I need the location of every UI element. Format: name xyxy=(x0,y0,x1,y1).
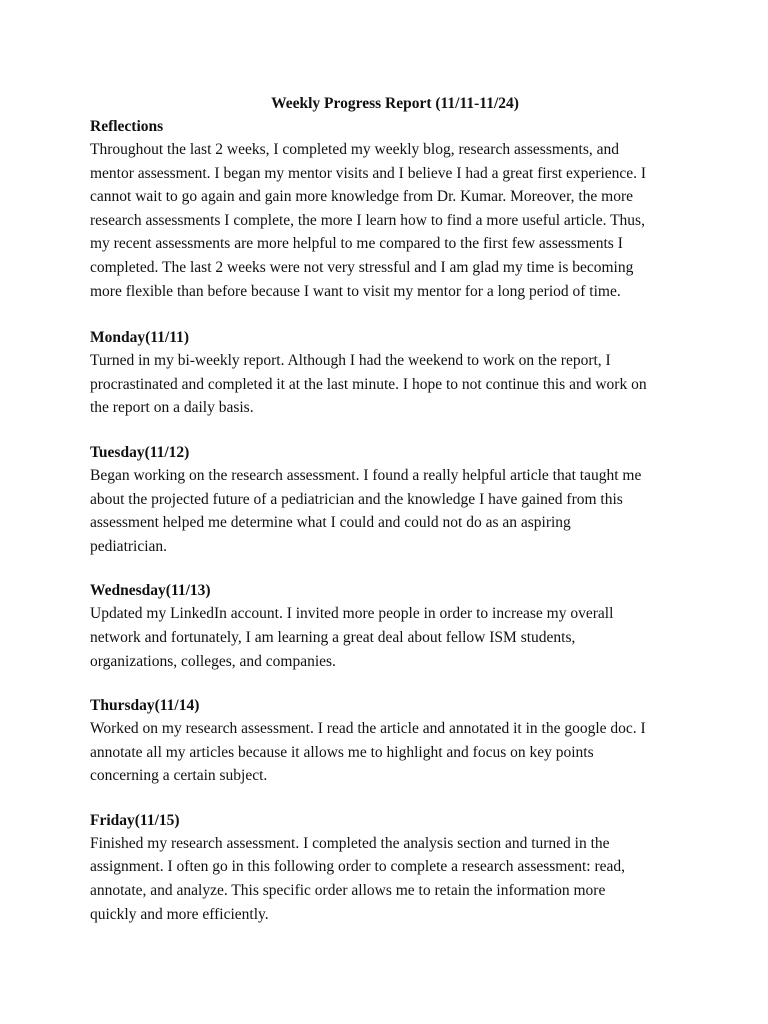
section-heading: Reflections xyxy=(90,118,164,135)
text-line: Began working on the research assessment. I found a really helpful article that taught me xyxy=(90,466,642,484)
text-line: concerning a certain subject. xyxy=(90,767,268,785)
document-title: Weekly Progress Report (11/11-11/24) xyxy=(271,95,519,112)
section-tuesday xyxy=(90,441,690,558)
section-body xyxy=(90,464,690,558)
text-line: Worked on my research assessment. I read the article and annotated it in the google doc. I xyxy=(90,720,646,738)
text-line: Turned in my bi-weekly report. Although I had the weekend to work on the report, I xyxy=(90,352,611,370)
text-line: more flexible than before because I want to visit my mentor for a long period of time. xyxy=(90,282,621,300)
text-line: completed. The last 2 weeks were not very stressful and I am glad my time is becoming xyxy=(90,258,634,276)
text-line: about the projected future of a pediatrician and the knowledge I have gained from this xyxy=(90,490,623,508)
text-line: Finished my research assessment. I completed the analysis section and turned in the xyxy=(90,834,610,852)
text-line: the report on a daily basis. xyxy=(90,399,254,417)
text-line: cannot wait to go again and gain more knowledge from Dr. Kumar. Moreover, the more xyxy=(90,188,634,206)
section-heading: Friday(11/15) xyxy=(90,811,180,829)
text-line: organizations, colleges, and companies. xyxy=(90,652,336,670)
text-line: research assessments I complete, the more I learn how to find a more useful article. Thus, xyxy=(90,211,645,229)
text-line: Throughout the last 2 weeks, I completed my weekly blog, research assessments, and xyxy=(90,141,620,158)
text-line: Updated my LinkedIn account. I invited more people in order to increase my overall xyxy=(90,605,614,623)
text-line: annotate, and analyze. This specific order allows me to retain the information more xyxy=(90,882,606,900)
document-page xyxy=(90,92,690,947)
text-line: assignment. I often go in this following order to complete a research assessment: read, xyxy=(90,858,626,876)
section-heading: Wednesday(11/13) xyxy=(90,582,211,600)
text-line: assessment helped me determine what I could and could not do as an aspiring xyxy=(90,514,571,532)
section-monday xyxy=(90,326,690,420)
text-line: my recent assessments are more helpful to me compared to the first few assessments I xyxy=(90,235,623,253)
text-line: quickly and more efficiently. xyxy=(90,905,269,923)
section-heading: Tuesday(11/12) xyxy=(90,443,190,461)
section-heading: Thursday(11/14) xyxy=(90,697,200,715)
text-line: annotate all my articles because it allows me to highlight and focus on key points xyxy=(90,743,594,761)
text-line: network and fortunately, I am learning a great deal about fellow ISM students, xyxy=(90,628,576,646)
text-line: procrastinated and completed it at the last minute. I hope to not continue this and work on xyxy=(90,375,647,393)
section-reflections xyxy=(90,115,690,303)
text-line: mentor assessment. I began my mentor visits and I believe I had a great first experience. I xyxy=(90,164,647,182)
section-body xyxy=(90,138,690,303)
section-thursday xyxy=(90,694,690,788)
section-body xyxy=(90,717,690,788)
section-friday xyxy=(90,809,690,926)
section-wednesday xyxy=(90,579,690,673)
section-body xyxy=(90,349,690,420)
section-body xyxy=(90,832,690,926)
section-heading: Monday(11/11) xyxy=(90,329,190,347)
text-line: pediatrician. xyxy=(90,537,168,555)
section-body xyxy=(90,602,690,673)
